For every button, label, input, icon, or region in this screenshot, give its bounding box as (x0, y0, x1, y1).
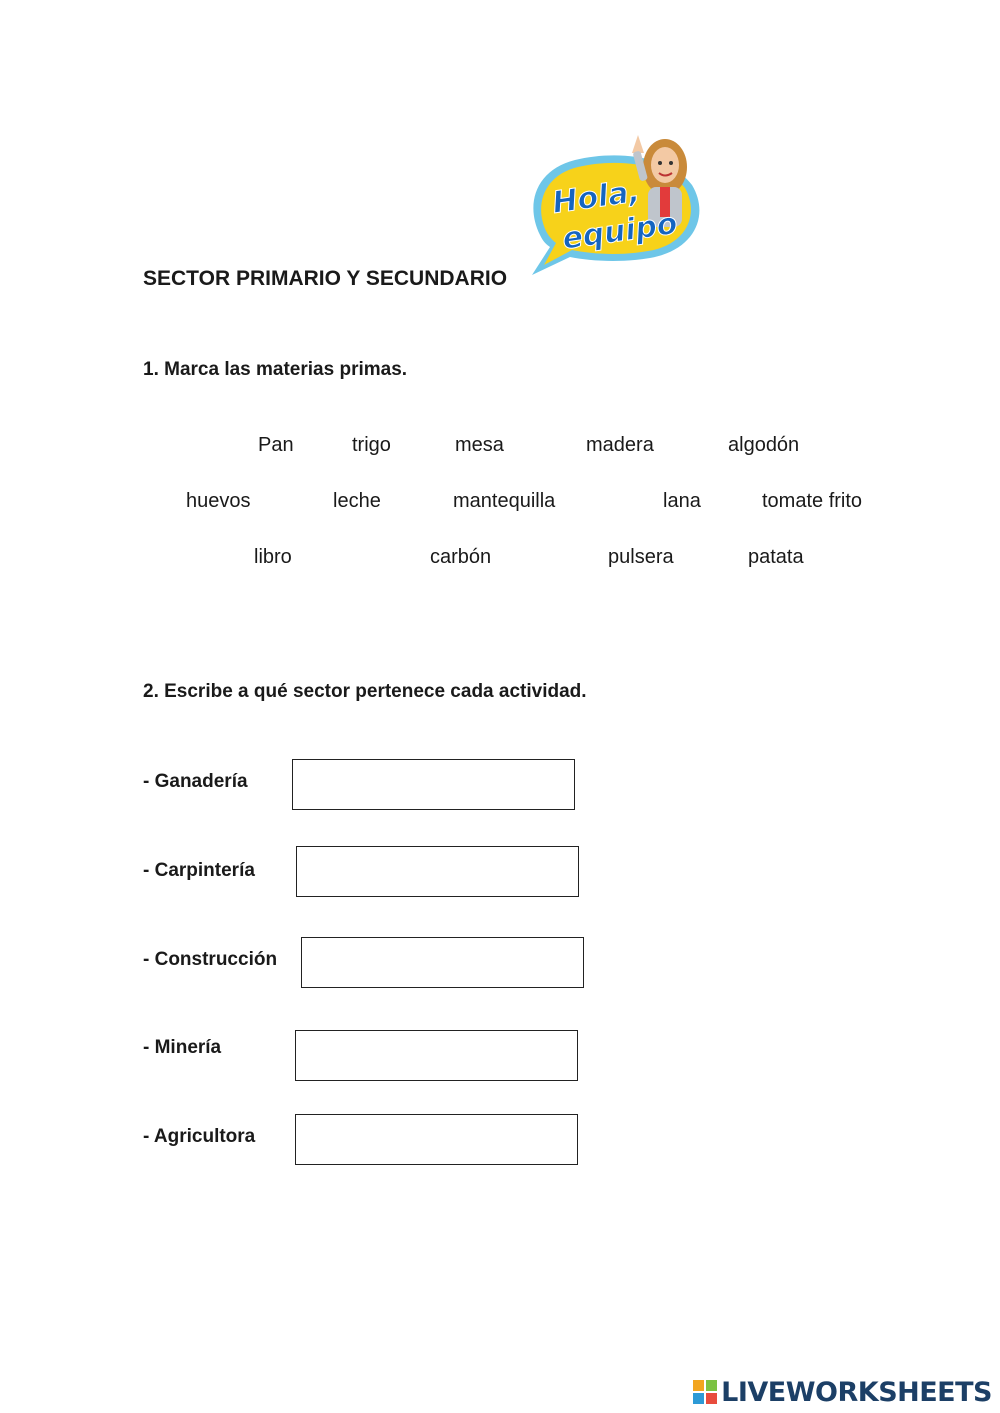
word-option[interactable]: tomate frito (762, 490, 863, 512)
word-option[interactable]: leche (333, 490, 381, 512)
activity-label: - Minería (143, 1037, 222, 1058)
word-option[interactable]: patata (748, 546, 804, 568)
word-option[interactable]: pulsera (608, 546, 674, 568)
word-option[interactable]: huevos (186, 490, 251, 512)
word-option[interactable]: lana (663, 490, 701, 512)
logo-text-2: equipo (560, 206, 680, 257)
answer-input-construccion[interactable] (301, 937, 584, 988)
word-option[interactable]: mantequilla (453, 490, 556, 512)
question-1-prompt: 1. Marca las materias primas. (143, 359, 408, 380)
word-option[interactable]: trigo (352, 434, 391, 456)
liveworksheets-logo-icon (693, 1380, 717, 1404)
answer-input-agricultora[interactable] (295, 1114, 578, 1165)
word-option[interactable]: mesa (455, 434, 504, 456)
word-option[interactable]: carbón (430, 546, 492, 568)
word-option[interactable]: madera (586, 434, 654, 456)
word-option[interactable]: algodón (728, 434, 800, 456)
hola-equipo-logo (520, 125, 710, 285)
page-title: SECTOR PRIMARIO Y SECUNDARIO (143, 267, 508, 290)
activity-label: - Ganadería (143, 771, 248, 792)
word-option[interactable]: Pan (258, 434, 294, 456)
question-2-prompt: 2. Escribe a qué sector pertenece cada actividad. (143, 681, 587, 702)
answer-input-carpinteria[interactable] (296, 846, 579, 897)
answer-input-mineria[interactable] (295, 1030, 578, 1081)
liveworksheets-brand (693, 1372, 992, 1412)
brand-name: LIVEWORKSHEETS (721, 1376, 992, 1408)
activity-label: - Agricultora (143, 1126, 256, 1147)
activity-label: - Carpintería (143, 860, 255, 881)
activity-label: - Construcción (143, 949, 278, 970)
answer-input-ganaderia[interactable] (292, 759, 575, 810)
word-option[interactable]: libro (254, 546, 292, 568)
logo-text-1: Hola, (550, 174, 642, 221)
